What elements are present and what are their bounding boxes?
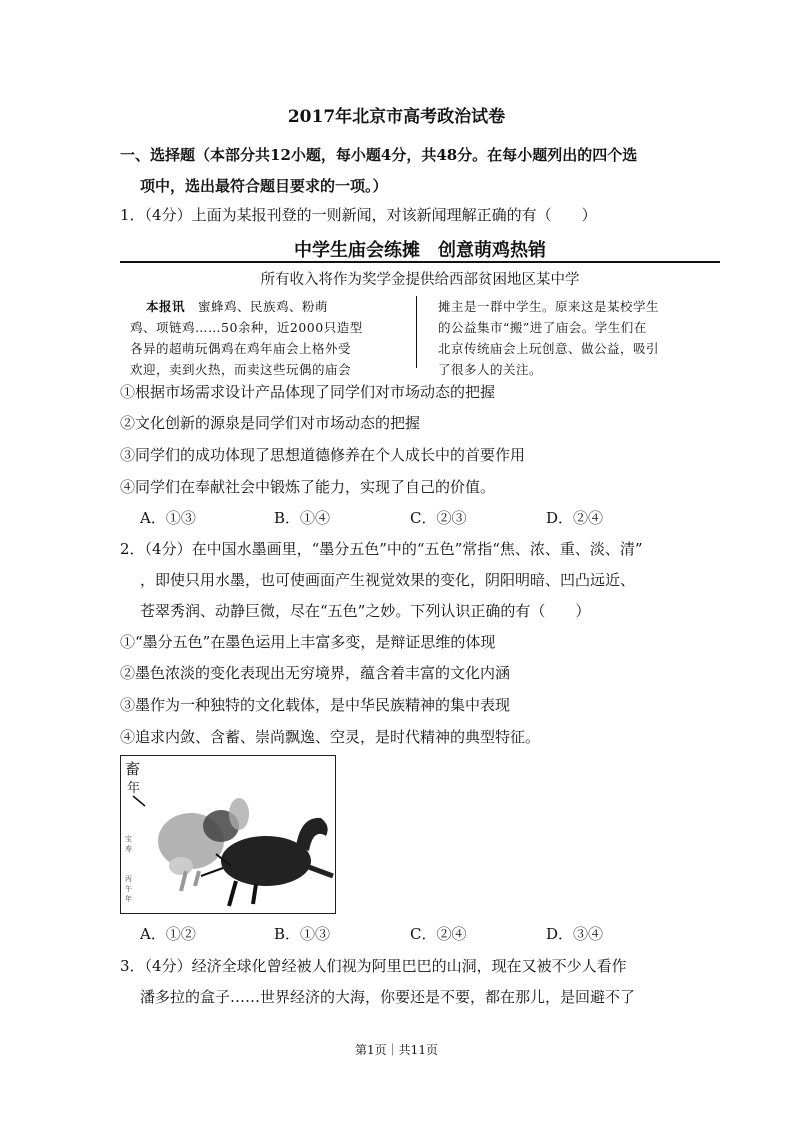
svg-text:午: 午 — [125, 885, 132, 893]
news-right-column — [438, 296, 713, 380]
news-line: 欢迎，卖到火热，而卖这些玩偶的庙会 — [130, 362, 352, 377]
q1-option-b: B．①④ — [274, 509, 331, 527]
news-line: 的公益集市“搬”进了庙会。学生们在 — [438, 320, 647, 335]
svg-text:丙: 丙 — [125, 875, 132, 883]
q2-statement: ③墨作为一种独特的文化载体，是中华民族精神的集中表现 — [120, 696, 511, 714]
q2-option-c: C．②④ — [410, 925, 467, 943]
svg-text:畜: 畜 — [125, 760, 141, 778]
news-line: 摊主是一群中学生。原来这是某校学生 — [438, 299, 660, 314]
svg-text:宝: 宝 — [125, 835, 132, 843]
section-heading-cont: 项中，选出最符合题目要求的一项。） — [140, 177, 388, 195]
news-line: 蜜蜂鸡、民族鸡、粉萌 — [185, 299, 329, 314]
q1-statement: ④同学们在奉献社会中锻炼了能力，实现了自己的价值。 — [120, 478, 496, 496]
q2-option-a: A．①② — [140, 925, 196, 943]
news-subheadline: 所有收入将作为奖学金提供给西部贫困地区某中学 — [260, 272, 580, 288]
section-heading: 一、选择题（本部分共12小题，每小题4分，共48分。在每小题列出的四个选 — [120, 146, 638, 164]
q1-statement: ③同学们的成功体现了思想道德修养在个人成长中的首要作用 — [120, 446, 526, 464]
q3-stem: 潘多拉的盒子……世界经济的大海，你要还是不要，都在那儿，是回避不了 — [140, 988, 636, 1006]
q1-option-a: A．①③ — [140, 509, 196, 527]
svg-text:寿: 寿 — [125, 845, 132, 853]
news-left-column — [130, 296, 405, 380]
q2-stem: 苍翠秀润、动静巨微，尽在“五色”之妙。下列认识正确的有（ ） — [140, 602, 591, 620]
column-divider — [416, 296, 417, 368]
q2-stem: 2．（4分）在中国水墨画里，“墨分五色”中的“五色”常指“焦、浓、重、淡、清” — [120, 540, 643, 558]
q2-statement: ①“墨分五色”在墨色运用上丰富多变，是辩证思维的体现 — [120, 633, 496, 651]
q3-stem: 3．（4分）经济全球化曾经被人们视为阿里巴巴的山洞，现在又被不少人看作 — [120, 957, 627, 975]
q1-statement: ①根据市场需求设计产品体现了同学们对市场动态的把握 — [120, 383, 496, 401]
q2-statement: ④追求内敛、含蓄、崇尚飘逸、空灵，是时代精神的典型特征。 — [120, 728, 541, 746]
news-headline: 中学生庙会练摊 创意萌鸡热销 — [294, 240, 546, 261]
svg-text:年: 年 — [125, 895, 132, 903]
q2-option-d: D．③④ — [546, 925, 604, 943]
svg-text:年: 年 — [127, 781, 141, 796]
q2-statement: ②墨色浓淡的变化表现出无穷境界，蕴含着丰富的文化内涵 — [120, 664, 511, 682]
news-lead: 本报讯 — [146, 299, 186, 314]
ink-painting-image — [120, 755, 336, 914]
page-title: 2017年北京市高考政治试卷 — [287, 107, 506, 127]
news-line: 了很多人的关注。 — [438, 362, 543, 377]
q1-stem: 1．（4分）上面为某报刊登的一则新闻，对该新闻理解正确的有（ ） — [120, 206, 597, 224]
page-footer: 第1页｜共11页 — [355, 1043, 438, 1057]
q1-option-d: D．②④ — [546, 509, 604, 527]
news-line: 各异的超萌玩偶鸡在鸡年庙会上格外受 — [130, 341, 352, 356]
news-rule — [120, 261, 720, 263]
q1-statement: ②文化创新的源泉是同学们对市场动态的把握 — [120, 414, 421, 432]
q1-option-c: C．②③ — [410, 509, 467, 527]
news-line: 北京传统庙会上玩创意、做公益，吸引 — [438, 341, 660, 356]
q2-option-b: B．①③ — [274, 925, 331, 943]
news-line: 鸡、项链鸡……50余种，近2000只造型 — [130, 320, 363, 335]
q2-stem: ，即使只用水墨，也可使画面产生视觉效果的变化，阴阳明暗、凹凸远近、 — [140, 571, 636, 589]
news-clipping — [120, 236, 720, 377]
